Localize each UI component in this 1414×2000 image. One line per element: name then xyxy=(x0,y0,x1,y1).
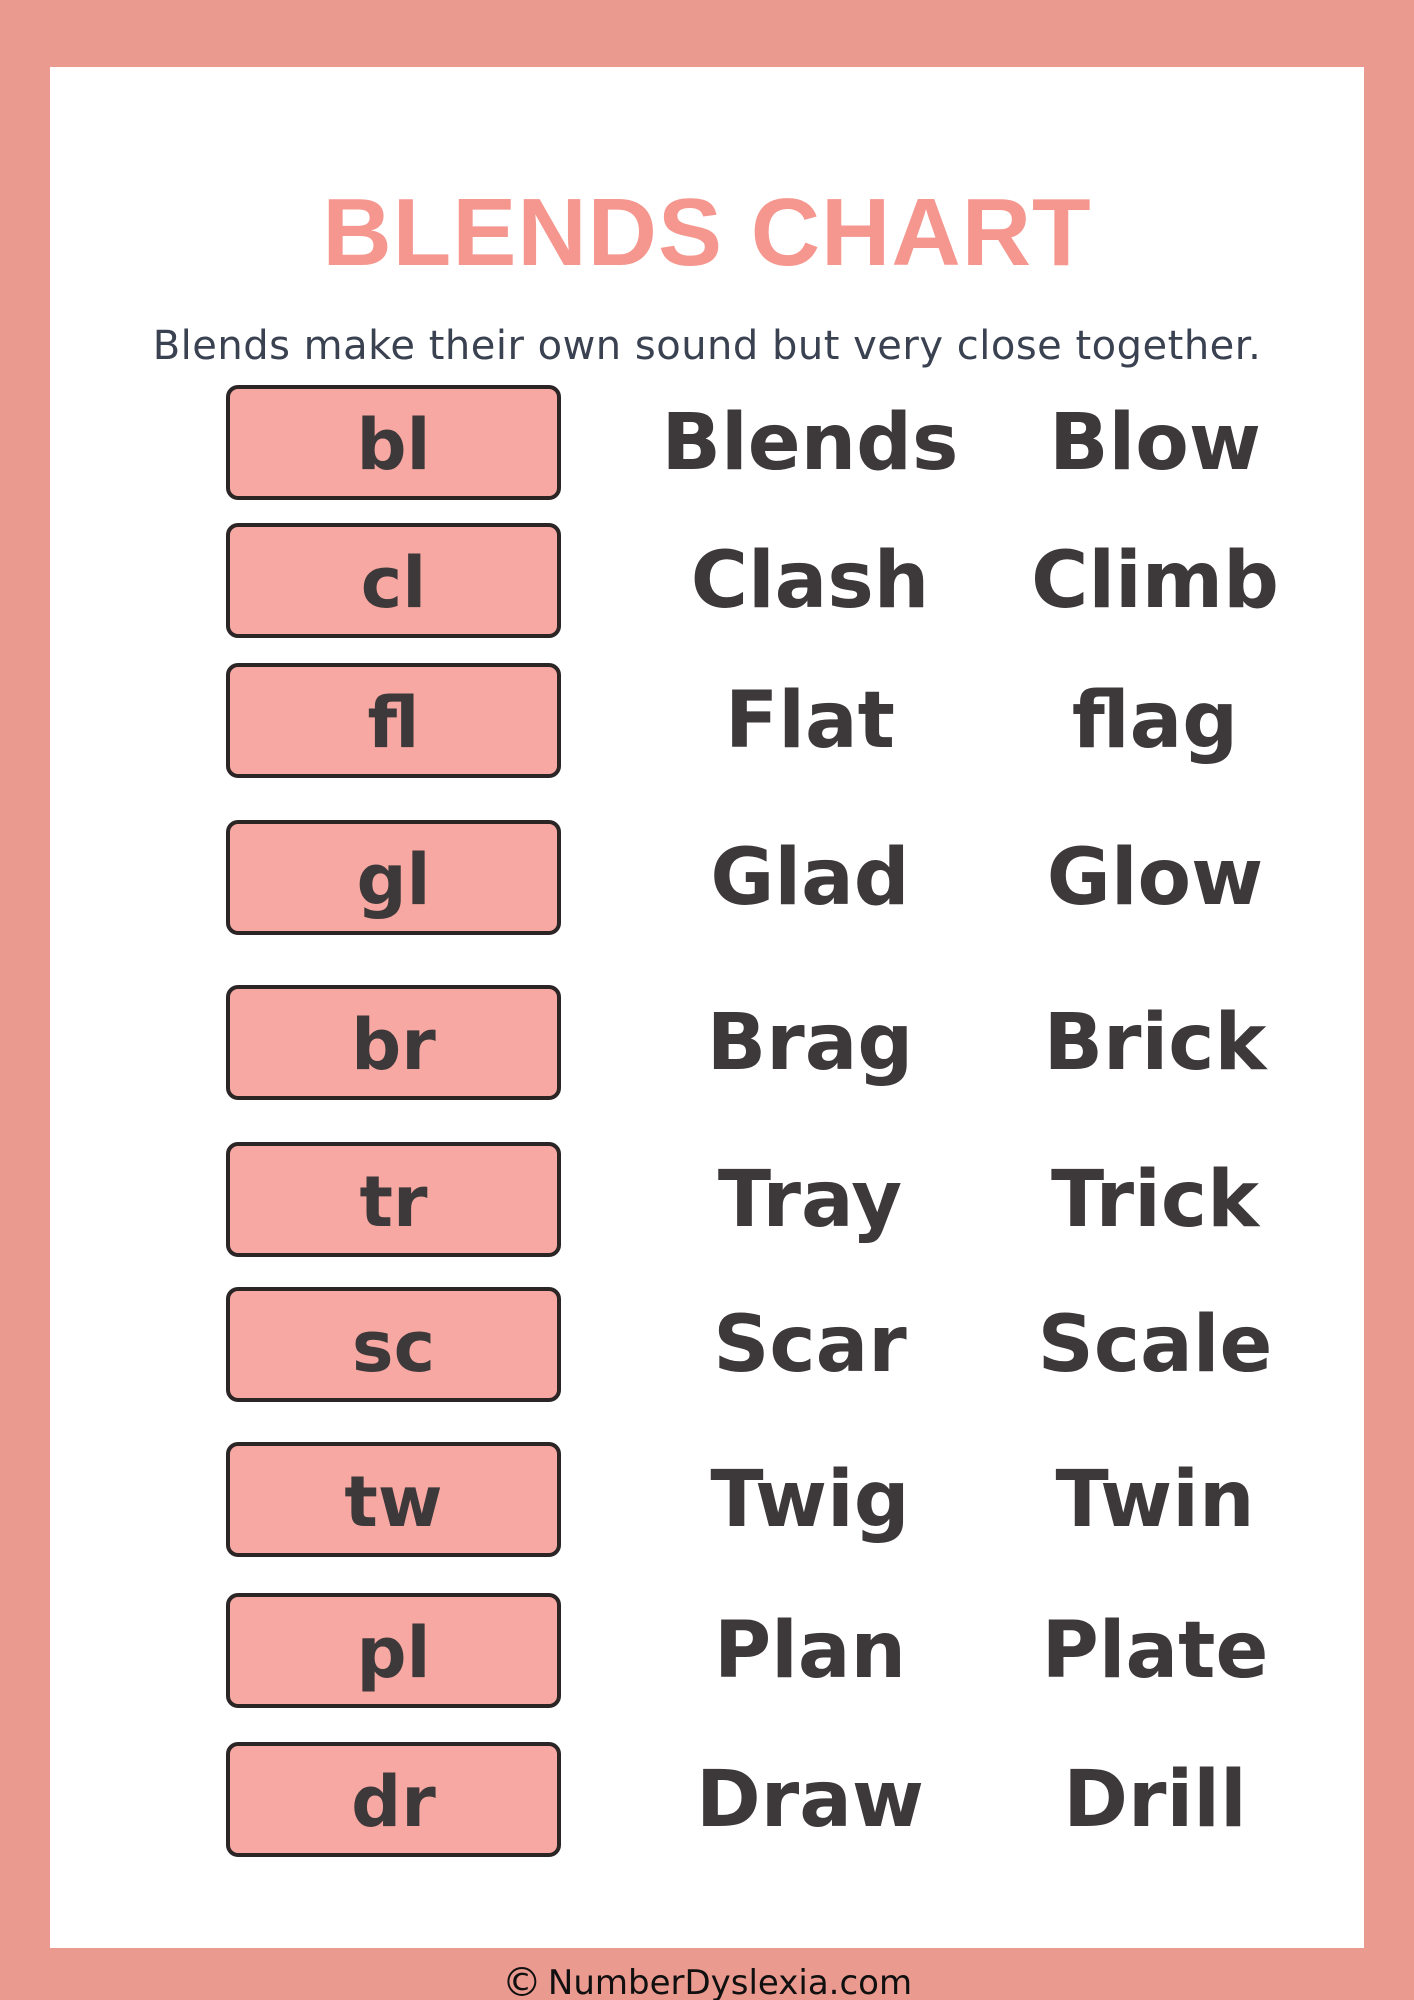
blend-label: br xyxy=(351,1003,436,1086)
blend-row xyxy=(50,523,1364,638)
blend-label: sc xyxy=(351,1305,436,1388)
blend-label: gl xyxy=(356,838,431,921)
blend-row xyxy=(50,1142,1364,1257)
example-word-2: Brick xyxy=(1043,997,1267,1088)
blend-label: cl xyxy=(360,541,427,624)
blend-box xyxy=(226,523,561,638)
example-word-2: Climb xyxy=(1031,535,1279,626)
example-word-1: Brag xyxy=(706,997,914,1088)
copyright-icon: © xyxy=(501,1960,542,2000)
blend-row xyxy=(50,1742,1364,1857)
blend-box xyxy=(226,1142,561,1257)
blend-box xyxy=(226,1742,561,1857)
example-word-2: Plate xyxy=(1041,1605,1269,1696)
blend-row xyxy=(50,985,1364,1100)
blend-box xyxy=(226,1287,561,1402)
example-word-1: Tray xyxy=(717,1154,903,1245)
example-word-1: Draw xyxy=(696,1754,924,1845)
blend-row xyxy=(50,663,1364,778)
example-word-2: Blow xyxy=(1049,397,1261,488)
blend-box xyxy=(226,663,561,778)
blend-label: fl xyxy=(367,681,420,764)
blend-row xyxy=(50,1593,1364,1708)
blend-row xyxy=(50,1287,1364,1402)
page-title: BLENDS CHART xyxy=(322,179,1092,286)
blend-box xyxy=(226,985,561,1100)
blend-label: dr xyxy=(351,1760,436,1843)
worksheet-sheet xyxy=(50,67,1364,2000)
footer-site-name: NumberDyslexia.com xyxy=(547,1963,913,2000)
example-word-1: Scar xyxy=(713,1299,907,1390)
blend-label: tw xyxy=(344,1460,443,1543)
blend-label: pl xyxy=(356,1611,431,1694)
example-word-1: Blends xyxy=(661,397,959,488)
blend-row xyxy=(50,820,1364,935)
page-subtitle: Blends make their own sound but very close together. xyxy=(152,323,1262,369)
blend-label: tr xyxy=(359,1160,428,1243)
example-word-1: Clash xyxy=(690,535,930,626)
example-word-1: Plan xyxy=(713,1605,907,1696)
blend-row xyxy=(50,385,1364,500)
blend-row xyxy=(50,1442,1364,1557)
blend-box xyxy=(226,385,561,500)
example-word-2: Trick xyxy=(1051,1154,1259,1245)
example-word-1: Glad xyxy=(710,832,910,923)
example-word-2: Drill xyxy=(1063,1754,1247,1845)
footer xyxy=(50,1960,1364,2000)
blend-label: bl xyxy=(356,403,431,486)
example-word-2: Twin xyxy=(1055,1454,1255,1545)
blend-box xyxy=(226,1593,561,1708)
example-word-1: Twig xyxy=(710,1454,910,1545)
example-word-2: Scale xyxy=(1037,1299,1273,1390)
blend-box xyxy=(226,1442,561,1557)
example-word-2: flag xyxy=(1071,675,1239,766)
example-word-1: Flat xyxy=(725,675,895,766)
blend-box xyxy=(226,820,561,935)
example-word-2: Glow xyxy=(1046,832,1264,923)
